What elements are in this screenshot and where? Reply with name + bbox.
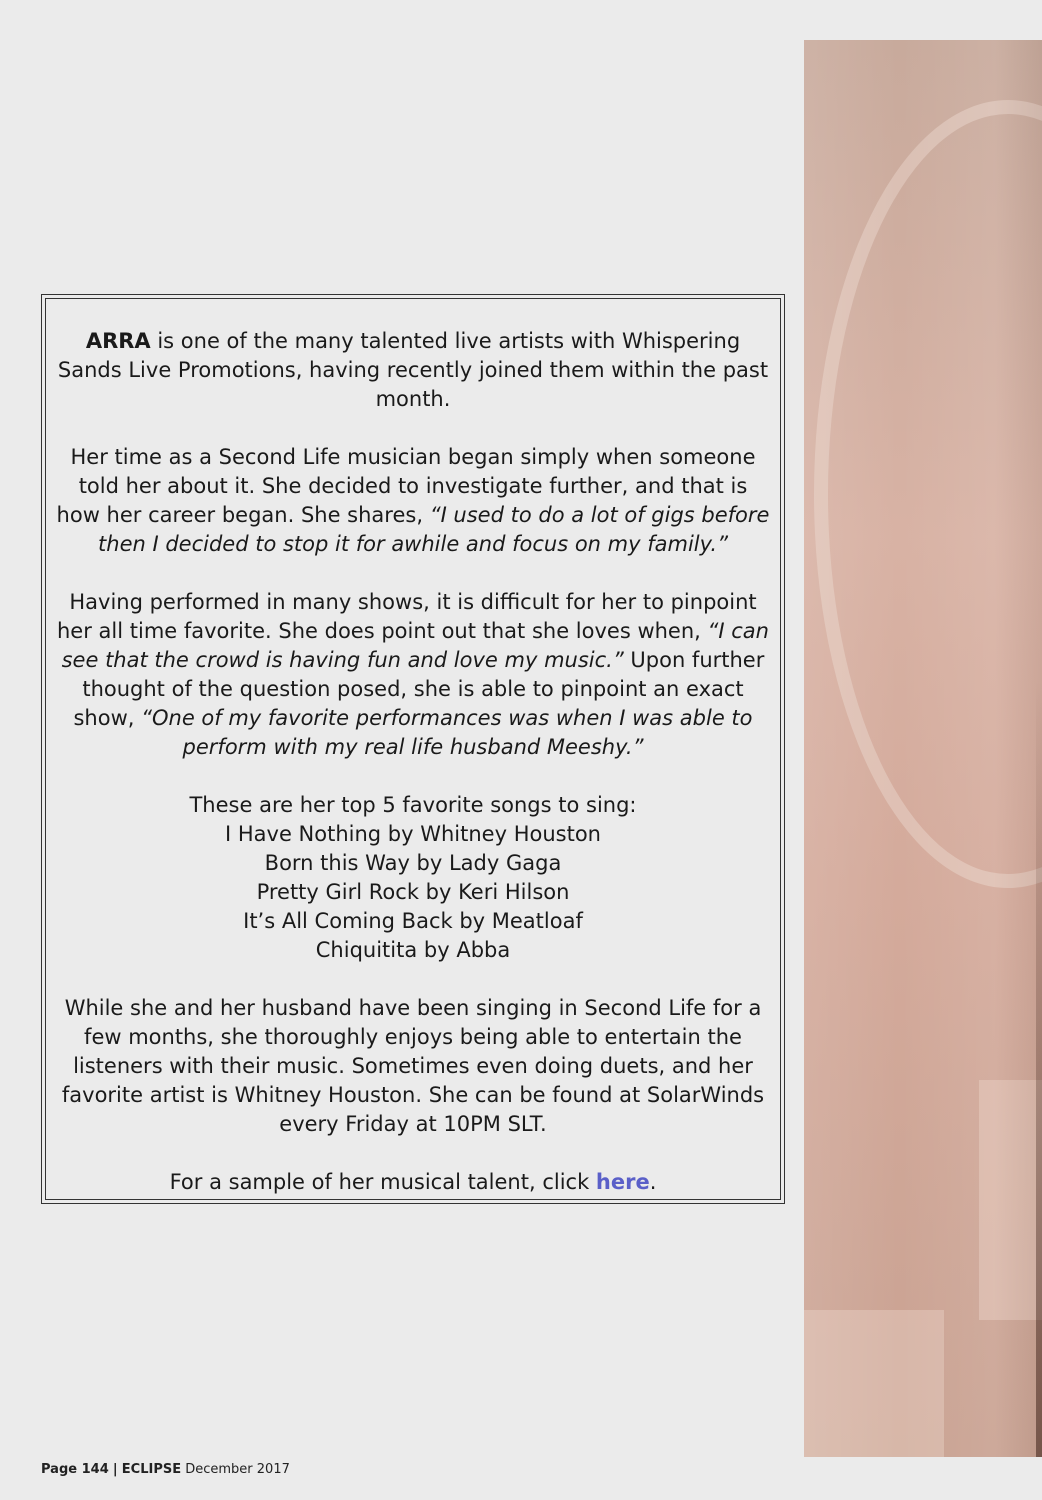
page-footer [41, 1462, 290, 1477]
sample-link[interactable]: here [595, 1170, 650, 1194]
favorite-quote-2: “One of my favorite performances was when I was able to perform with my real life husband Meeshy.” [141, 706, 753, 759]
song-item: Chiquitita by Abba [315, 938, 511, 962]
photo-glass-overlay [804, 40, 1042, 1457]
article-box [41, 294, 785, 1204]
sample-end: . [649, 1170, 657, 1194]
intro-text: is one of the many talented live artists with Whispering Sands Live Promotions, having recently joined them within the past month. [57, 329, 769, 411]
song-item: It’s All Coming Back by Meatloaf [243, 909, 583, 933]
songs-heading: These are her top 5 favorite songs to sing: [189, 793, 637, 817]
sample-text: For a sample of her musical talent, click [169, 1170, 596, 1194]
songs-list [54, 791, 772, 965]
favorite-paragraph [54, 588, 772, 762]
footer-separator: | [112, 1462, 118, 1477]
favorite-quote-1: “I can see that the crowd is having fun and love my music.” [61, 619, 769, 672]
sample-paragraph [54, 1168, 772, 1197]
article-body [45, 298, 781, 1200]
artist-photo [804, 40, 1042, 1457]
favorite-text-1: Having performed in many shows, it is difficult for her to pinpoint her all time favorite. She does point out that she loves when, [57, 590, 757, 643]
closing-paragraph: While she and her husband have been singing in Second Life for a few months, she thoroughly enjoys being able to entertain the listeners with their music. Sometimes even doing duets, and her favorite artist is Whitney Houston. She can be found at SolarWinds every Friday at 10PM SLT. [61, 996, 765, 1136]
song-item: I Have Nothing by Whitney Houston [225, 822, 601, 846]
page-number: Page 144 [41, 1462, 109, 1477]
artist-name: ARRA [85, 329, 151, 353]
issue-date: December 2017 [185, 1462, 290, 1477]
career-text: Her time as a Second Life musician began simply when someone told her about it. She decided to investigate further, and that is how her career began. She shares, [56, 445, 756, 527]
song-item: Born this Way by Lady Gaga [264, 851, 562, 875]
career-quote: “I used to do a lot of gigs before then I decided to stop it for awhile and focus on my family.” [98, 503, 770, 556]
song-item: Pretty Girl Rock by Keri Hilson [256, 880, 570, 904]
career-paragraph [54, 443, 772, 559]
favorite-text-2: Upon further thought of the question posed, she is able to pinpoint an exact show, [73, 648, 765, 730]
magazine-name: ECLIPSE [121, 1462, 182, 1477]
intro-paragraph [54, 327, 772, 414]
